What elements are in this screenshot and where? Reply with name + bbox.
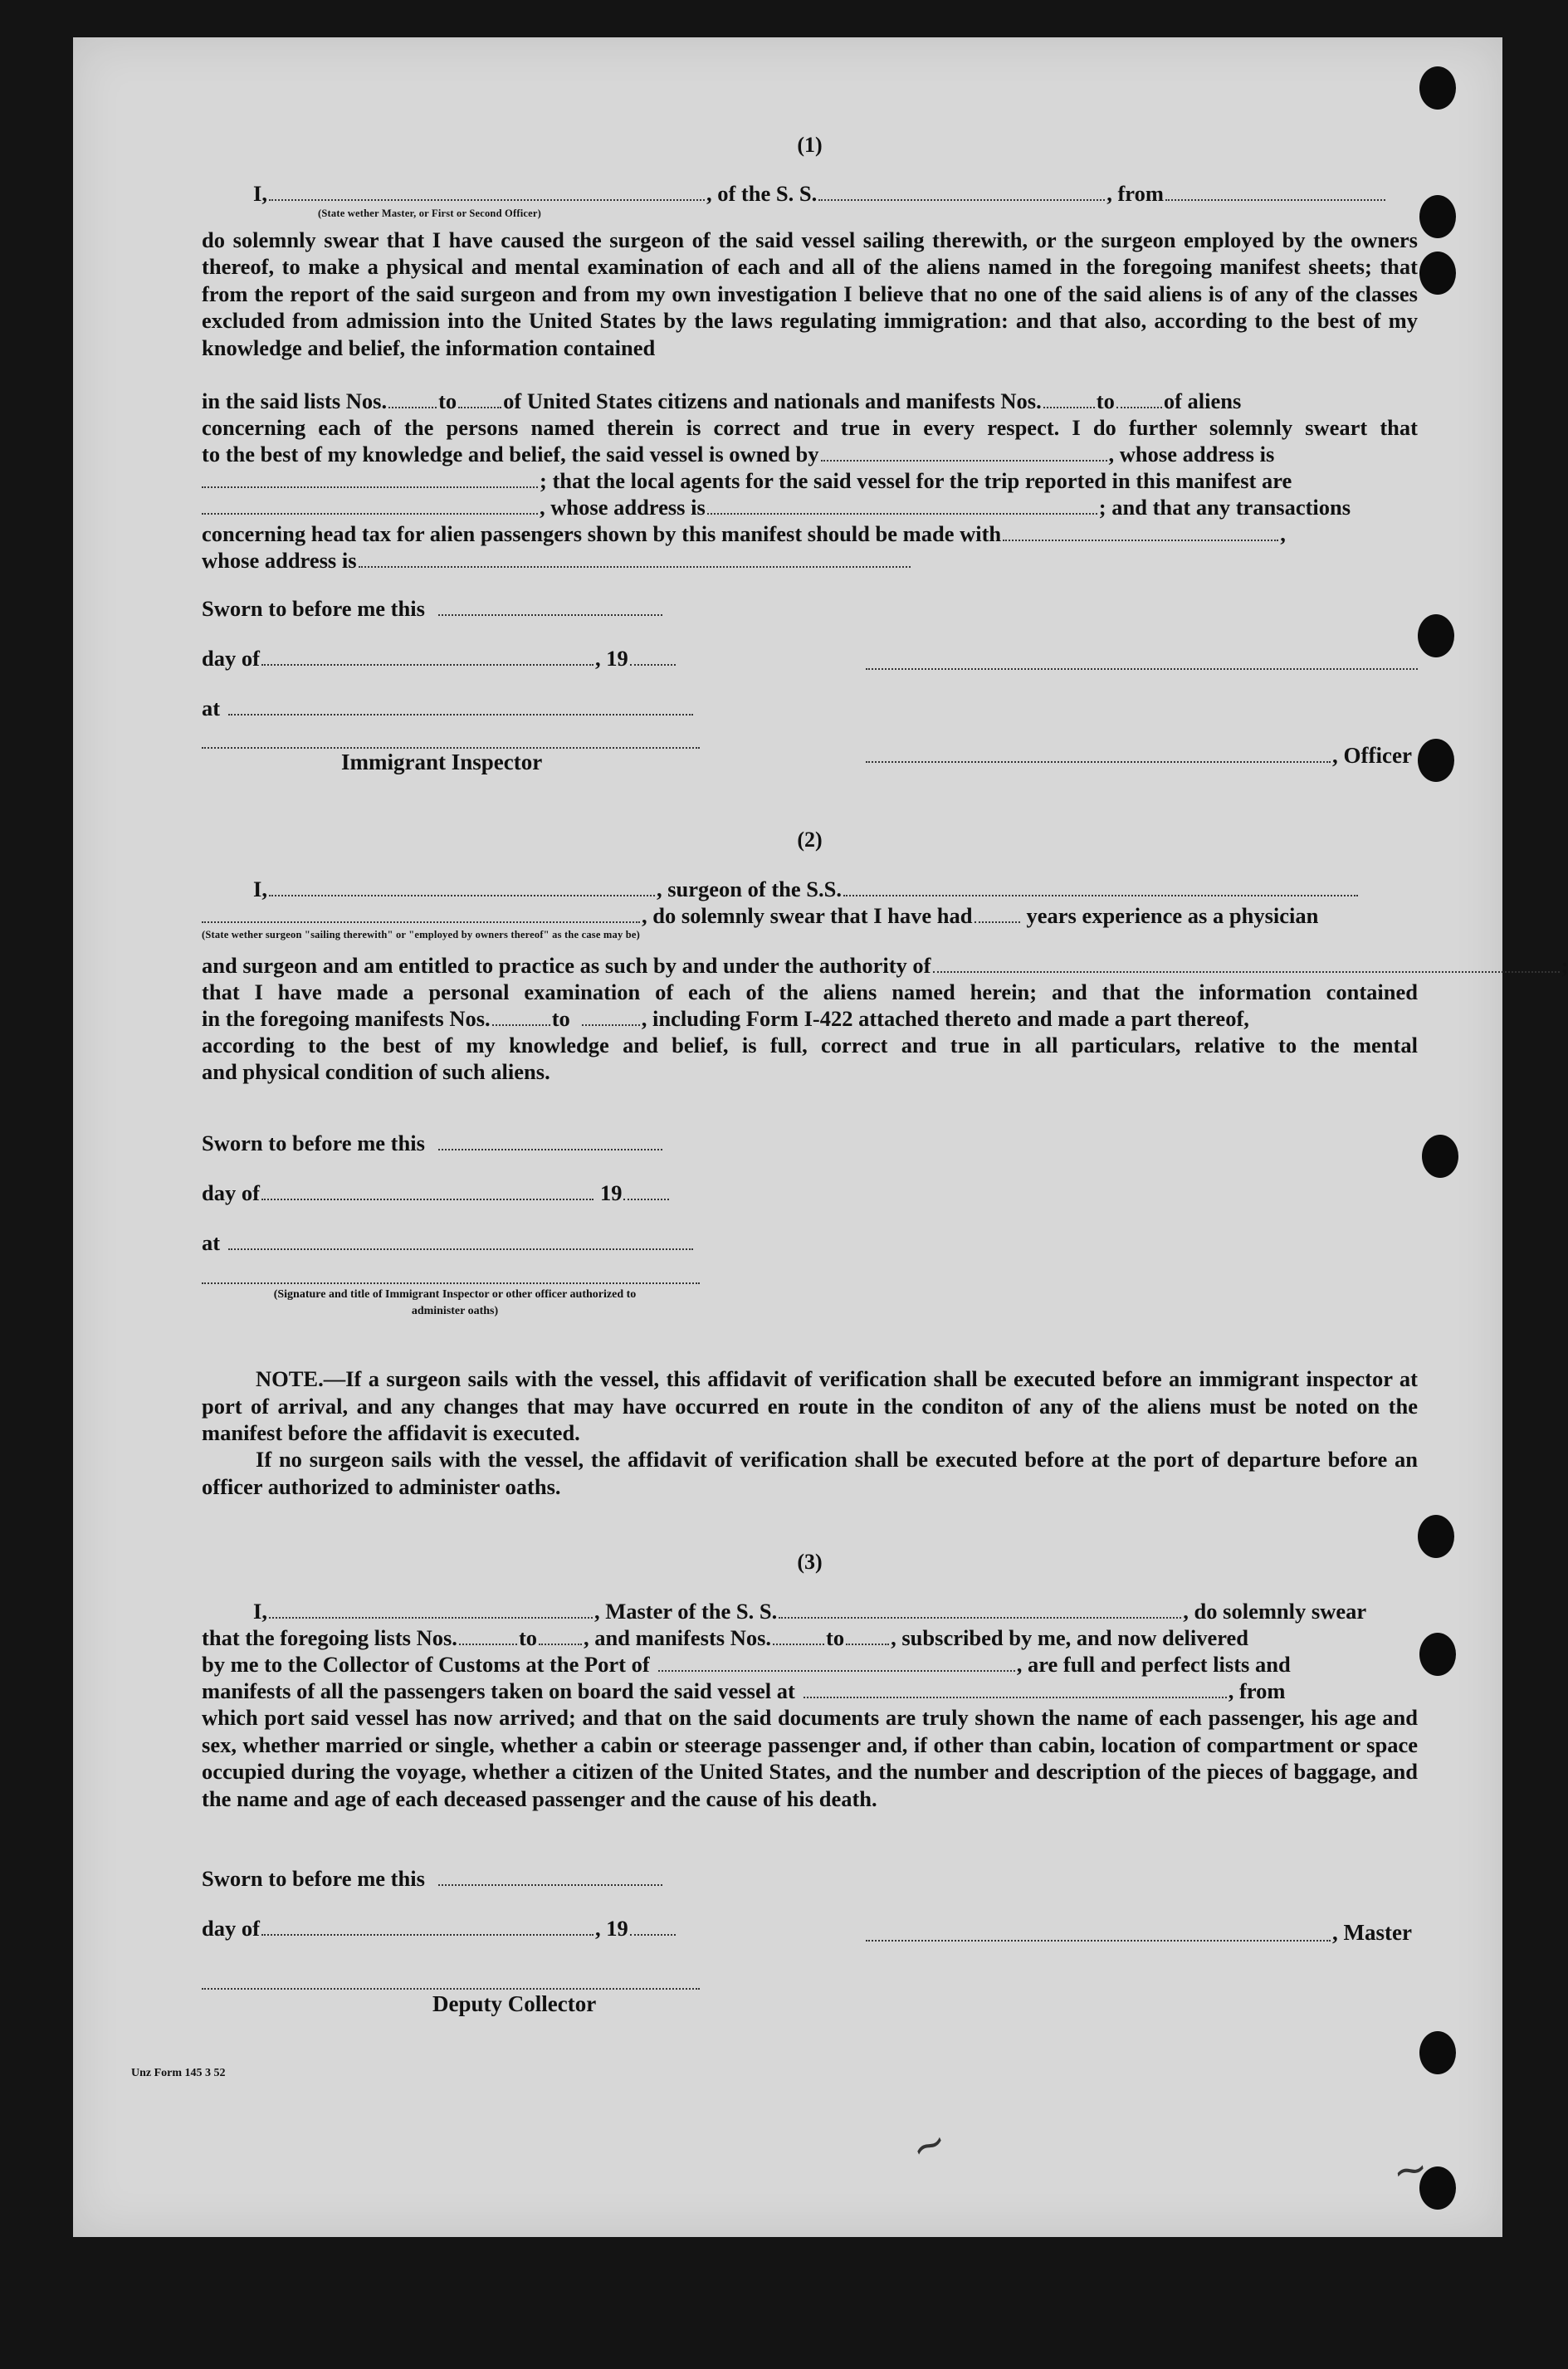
deputy-collector-signature-line[interactable] [202,1988,700,1990]
master-label: , Master [1332,1920,1412,1945]
embark-port-blank[interactable] [804,1697,1227,1698]
section-2-line-4: that I have made a personal examination of each of the aliens named herein; and that the information contained [202,979,1418,1004]
section-3-line-4: manifests of all the passengers taken on board the said vessel at , from [202,1678,1286,1703]
section-1-agent-address-line: , whose address is ; and that any transactions [202,494,1418,520]
punch-hole [1418,614,1454,657]
section-1-at: at [202,695,1418,721]
section-2-day-of: day of 19 [202,1180,1418,1206]
section-3-year-blank[interactable] [630,1934,676,1936]
section-2-sworn: Sworn to before me this [202,1130,1418,1156]
section-1-oath-text: do solemnly swear that I have caused the surgeon of the said vessel sailing therewith, or the surgeon employed by the owners thereof, to make a physical and mental examination of each and all of the aliens named in the foregoing manifest sheets; that from the report of the said surgeon and from my own investigation I believe that no one of the said aliens is of any of the classes excluded from admission into the United States by the laws regulating immigration: and that also, according to the best of my knowledge and belief, the information contained [202,227,1418,360]
section-2-heading: (2) [797,828,823,852]
handwritten-mark: ~ [1389,2142,1432,2197]
section-3-manifests-to-blank[interactable] [846,1644,889,1645]
manifest-page [73,37,1568,2237]
section-2-line-2: , do solemnly swear that I have had years experience as a physician [202,902,1418,929]
section-1-day-of: day of , 19 [202,645,1418,672]
note-paragraph: NOTE.—If a surgeon sails with the vessel, this affidavit of verification shall be executed before an immigrant inspector at port of arrival, and any changes that may have occurred en route in the conditon of any of the aliens must be noted on the manifest before the affidavit is executed. [202,1366,1418,1445]
section-2-line-5: in the foregoing manifests Nos. to , including Form I-422 attached thereto and made a part thereof, [202,1006,1249,1031]
form-number: Unz Form 145 3 52 [131,2067,226,2079]
witness-caption: (Signature and title of Immigrant Inspector or other officer authorized to administer oaths) [273,1288,637,1317]
section-2-line-6: according to the best of my knowledge and belief, is full, correct and true in all particulars, relative to the mental [202,1033,1418,1058]
section-3-lists-to-blank[interactable] [539,1644,582,1645]
section-1-sworn: Sworn to before me this [202,595,1418,622]
section-3-sworn-date-blank[interactable] [438,1884,662,1886]
master-signature-line[interactable] [866,1940,1331,1942]
punch-hole [1422,1135,1458,1178]
section-3-sworn: Sworn to before me this [202,1865,1418,1892]
section-1-agents-line: ; that the local agents for the said vessel for the trip reported in this manifest are [202,467,1418,494]
section-3-master-blank[interactable] [269,1617,593,1619]
officer-label: , Officer [1332,743,1412,768]
punch-hole [1418,739,1454,782]
section-2-line-3: and surgeon and am entitled to practice as such by and under the authority of ; [202,953,1568,978]
section-1-whose-line: whose address is [202,547,1418,574]
section-3-lists-from-blank[interactable] [459,1644,517,1645]
section-2-line-7: and physical condition of such aliens. [202,1059,550,1084]
section-1-owned-line: to the best of my knowledge and belief, the said vessel is owned by , whose address is [202,442,1275,466]
punch-hole [1419,252,1456,295]
punch-hole [1419,66,1456,110]
punch-hole [1419,1633,1456,1676]
section-3-day-of: day of , 19 [202,1915,1418,1942]
section-2-line-1: I, , surgeon of the S.S. [202,876,1418,902]
section-3-line-1: I, , Master of the S. S. , do solemnly swear [253,1599,1367,1624]
section-1-headtax-line: concerning head tax for alien passengers shown by this manifest should be made with , [202,521,1286,546]
punch-hole [1418,1515,1454,1558]
section-1-lists-line: in the said lists Nos. to of United States citizens and nationals and manifests Nos. to of aliens [202,388,1242,413]
deputy-collector-label: Deputy Collector [432,1991,597,2016]
section-3-vessel-blank[interactable] [779,1617,1181,1619]
immigrant-inspector-label: Immigrant Inspector [341,750,543,774]
section-1-heading: (1) [797,133,823,157]
surgeon-caption: (State wether surgeon "sailing therewith" or "employed by owners thereof" as the case may be) [202,929,641,940]
section-3-line-3: by me to the Collector of Customs at the Port of , are full and perfect lists and [202,1652,1291,1677]
officer-caption: (State wether Master, or First or Second Officer) [318,208,541,219]
port-blank[interactable] [658,1670,1015,1672]
section-3-line-2: that the foregoing lists Nos. to , and manifests Nos. to , subscribed by me, and now delivered [202,1625,1249,1650]
section-3 [202,37,1568,2196]
section-3-heading: (3) [797,1550,823,1574]
section-3-day-blank[interactable] [261,1934,593,1936]
handwritten-mark: ~ [902,2115,955,2175]
note-paragraph-2: If no surgeon sails with the vessel, the affidavit of verification shall be executed before at the port of departure before an officer authorized to administer oaths. [202,1447,1418,1499]
section-3-oath-text: which port said vessel has now arrived; and that on the said documents are truly shown the name of each passenger, his age and sex, whether married or single, whether a cabin or steerage passenger and, if other than cabin, location of compartment or space occupied during the voyage, whether a citizen of the United States, and the number and description of the pieces of baggage, and the name and age of each deceased passenger and the cause of his death. [202,1705,1418,1811]
section-2-at: at [202,1229,1418,1256]
section-1-sweart-line: concerning each of the persons named therein is correct and true in every respect. I do further solemnly sweart that [202,415,1418,440]
section-3-manifests-from-blank[interactable] [773,1644,824,1645]
section-1-line-1: I, , of the S. S. , from [202,180,1418,207]
punch-hole [1419,195,1456,238]
punch-hole [1419,2031,1456,2074]
